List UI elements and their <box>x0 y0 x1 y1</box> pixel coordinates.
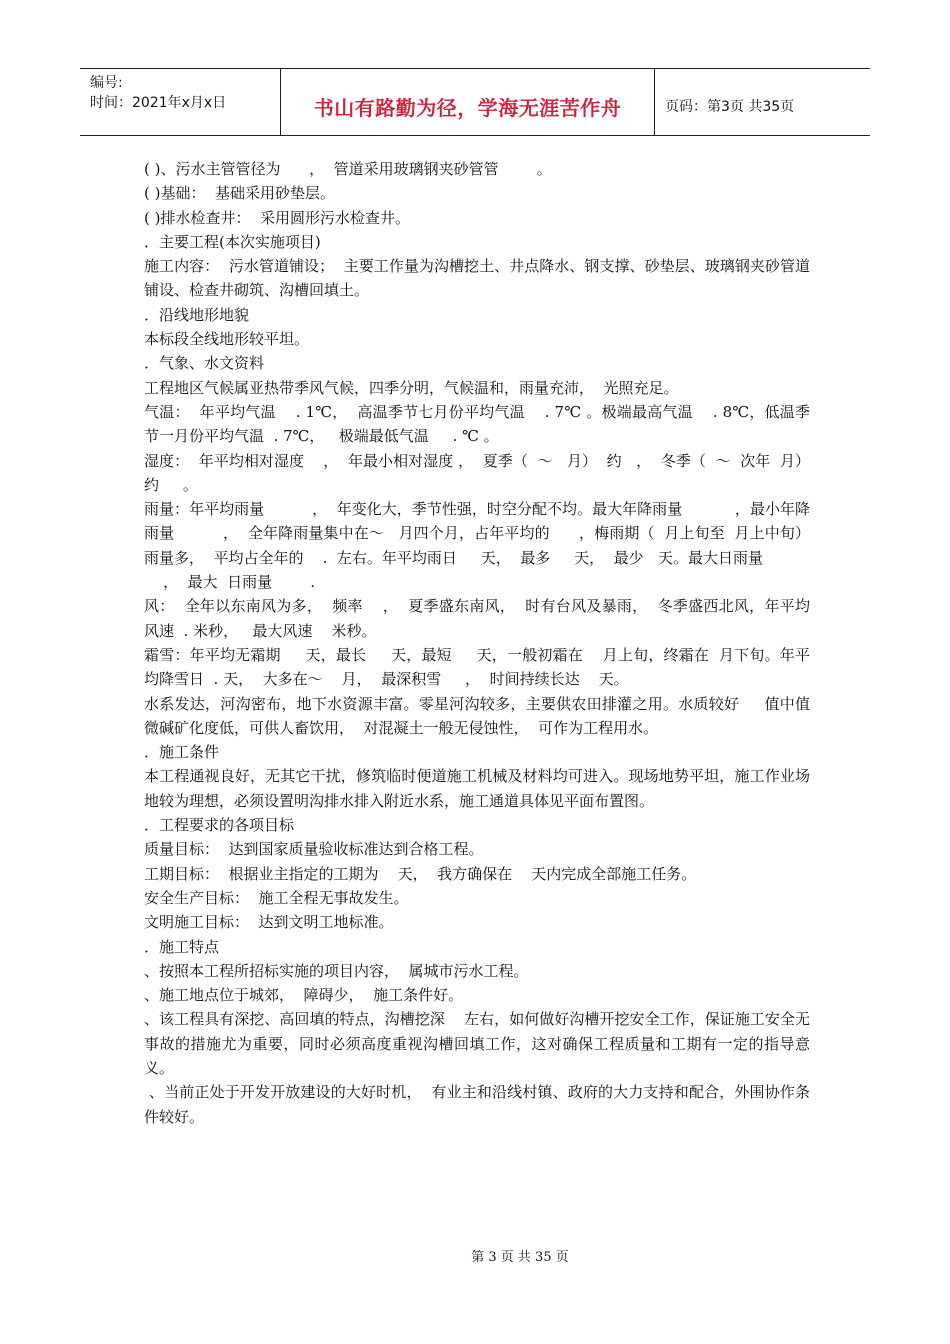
header-motto: 书山有路勤为径，学海无涯苦作舟 <box>280 69 655 135</box>
page-footer: 第 3 页 共 35 页 <box>471 1250 569 1265</box>
paragraph: 霜雪：年平均无霜期 天，最长 天，最短 天，一般初霜在 月上旬，终霜在 月下旬。年平均降雪日 . 天， 大多在～ 月， 最深积雪 ， 时间持续长达 天。 <box>144 645 810 689</box>
paragraph: 气温： 年平均气温 . 1℃， 高温季节七月份平均气温 . 7℃ 。极端最高气温 . 8℃，低温季节一月份平均气温 . 7℃， 极端最低气温 . ℃ 。 <box>144 402 810 446</box>
document-number-label: 编号: <box>90 75 123 91</box>
paragraph: 、按照本工程所招标实施的项目内容， 属城市污水工程。 <box>144 961 529 980</box>
paragraph: 雨量：年平均雨量 ， 年变化大，季节性强，时空分配不均。最大年降雨量 ，最小年降雨量 ， 全年降雨量集中在～ 月四个月，占年平均的 ，梅雨期（ 月上旬至 月上中旬） 雨量多， 平均占全年的 . 左右。年平均雨日 天， 最多 天， 最少 天。最大日雨量 <box>144 500 820 567</box>
section-heading: ．施工特点 <box>144 937 220 956</box>
paragraph: 湿度： 年平均相对湿度 ， 年最小相对湿度 ， 夏季（ ～ 月） 约 ， 冬季（ ～ 次年 月） 约 。 <box>144 451 820 494</box>
paragraph: 安全生产目标： 施工全程无事故发生。 <box>144 888 409 907</box>
section-heading: ．施工条件 <box>144 743 220 762</box>
paragraph: ( )、污水主管管径为 ， 管道采用玻璃钢夹砂管管 。 <box>144 160 552 178</box>
section-heading: ．沿线地形地貌 <box>144 305 250 324</box>
paragraph: ， 最大 日雨量 . <box>144 573 316 592</box>
paragraph: 施工内容： 污水管道铺设； 主要工作量为沟槽挖土、井点降水、钢支撑、砂垫层、玻璃钢夹砂管道 铺设、检查井砌筑、沟槽回填土。 <box>144 257 858 300</box>
paragraph: 、该工程具有深挖、高回填的特点，沟槽挖深 左右，如何做好沟槽开挖安全工作，保证施工安全无事故的措施尤为重要，同时必须高度重视沟槽回填工作，这对确保工程质量和工期有一定的指导意义。 <box>144 1010 810 1077</box>
paragraph: 本标段全线地形较平坦。 <box>144 330 310 349</box>
paragraph: 风： 全年以东南风为多， 频率 ， 夏季盛东南风， 时有台风及暴雨， 冬季盛西北风，年平均风速 . 米秒， 最大风速 米秒。 <box>144 597 810 640</box>
header-meta <box>80 69 280 135</box>
paragraph: 本工程通视良好，无其它干扰，修筑临时便道施工机械及材料均可进入。现场地势平坦，施工作业场地较为理想，必须设置明沟排水排入附近水系，施工通道具体见平面布置图。 <box>144 767 810 810</box>
paragraph: 、施工地点位于城郊， 障碍少， 施工条件好。 <box>144 986 464 1005</box>
section-heading: ．工程要求的各项目标 <box>144 816 295 835</box>
section-heading: ．主要工程(本次实施项目) <box>144 232 321 251</box>
paragraph: 工程地区气候属亚热带季风气候，四季分明，气候温和，雨量充沛， 光照充足。 <box>144 378 679 397</box>
paragraph: 工期目标： 根据业主指定的工期为 天， 我方确保在 天内完成全部施工任务。 <box>144 864 697 883</box>
header-page-info: 页码：第3页 共35页 <box>665 99 795 115</box>
paragraph: ( )基础： 基础采用砂垫层。 <box>144 184 336 203</box>
paragraph: 、当前正处于开发开放建设的大好时机， 有业主和沿线村镇、政府的大力支持和配合，外围协作条件较好。 <box>144 1083 810 1126</box>
document-date-label: 时间：2021年x月x日 <box>90 95 227 111</box>
section-heading: ．气象、水文资料 <box>144 354 265 373</box>
document-body <box>144 157 858 1129</box>
paragraph: 水系发达，河沟密布，地下水资源丰富。零星河沟较多，主要供农田排灌之用。水质较好 值中值微碱矿化度低，可供人畜饮用， 对混凝土一般无侵蚀性， 可作为工程用水。 <box>144 694 810 737</box>
page-header <box>80 68 870 136</box>
paragraph: ( )排水检查井： 采用圆形污水检查井。 <box>144 208 411 227</box>
paragraph: 质量目标： 达到国家质量验收标准达到合格工程。 <box>144 840 484 859</box>
paragraph: 文明施工目标： 达到文明工地标准。 <box>144 913 394 932</box>
